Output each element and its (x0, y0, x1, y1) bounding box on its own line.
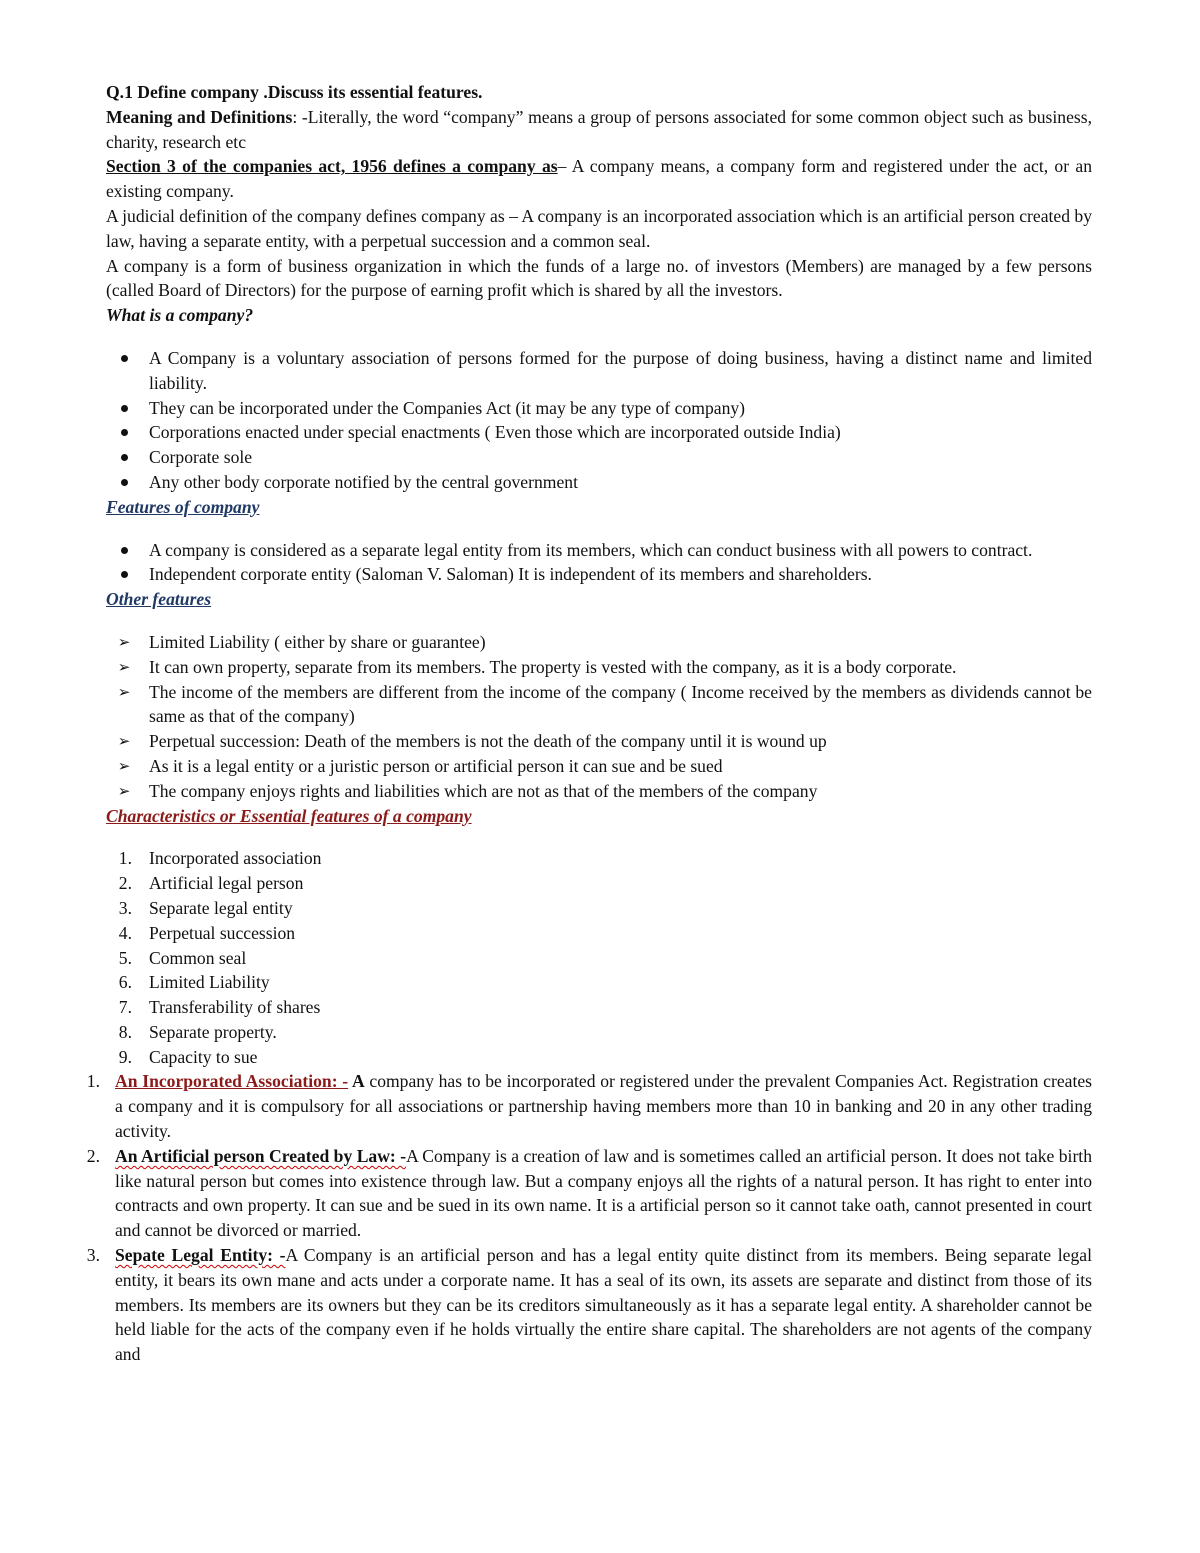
detail-title: Sepate Legal Entity: - (115, 1245, 286, 1266)
bullet-icon (121, 405, 128, 412)
list-item: 9. Capacity to sue (118, 1046, 258, 1067)
list-item: ➢ The income of the members are different from the income of the company ( Income received by the members as dividends cannot be same as that of the company) (106, 680, 1092, 730)
bullet-icon (121, 355, 128, 362)
list-item: 8. Separate property. (118, 1021, 277, 1042)
what-is-list (106, 346, 1092, 495)
bullet-icon (121, 571, 128, 578)
list-item: 7. Transferability of shares (118, 997, 321, 1018)
section3-label: Section 3 of the companies act, 1956 defines a company as (106, 156, 558, 177)
characteristics-detail-list (86, 1069, 1092, 1367)
list-item: ➢ Limited Liability ( either by share or guarantee) (106, 630, 1092, 655)
arrow-bullet-icon: ➢ (117, 657, 131, 676)
bullet-icon (121, 429, 128, 436)
judicial-definition: A judicial definition of the company defines company as – A company is an incorporated association which is an artificial person created by law, having a separate entity, with a perpetual succession and a common seal. (106, 205, 1092, 251)
list-item: Independent corporate entity (Saloman V. Saloman) It is independent of its members and shareholders. (106, 562, 1092, 587)
list-item: ➢ Perpetual succession: Death of the members is not the death of the company until it is wound up (106, 729, 1092, 754)
spacer (106, 612, 1092, 630)
arrow-bullet-icon: ➢ (117, 632, 131, 651)
detail-title: An Artificial person Created by Law: - (115, 1145, 407, 1166)
list-item: Corporations enacted under special enactments ( Even those which are incorporated outside India) (106, 420, 1092, 445)
arrow-bullet-icon: ➢ (117, 756, 131, 775)
list-item: ➢ As it is a legal entity or a juristic person or artificial person it can sue and be sued (106, 754, 1092, 779)
list-item: Any other body corporate notified by the central government (106, 470, 1092, 495)
list-item: ➢ The company enjoys rights and liabilities which are not as that of the members of the company (106, 779, 1092, 804)
meaning-label: Meaning and Definitions (106, 106, 293, 127)
arrow-bullet-icon: ➢ (117, 732, 131, 751)
list-item: A company is considered as a separate legal entity from its members, which can conduct business with all powers to contract. (106, 538, 1092, 563)
spacer (106, 520, 1092, 538)
document-body (86, 80, 1092, 1367)
list-item: 4. Perpetual succession (118, 922, 296, 943)
list-item: Corporate sole (106, 445, 1092, 470)
spacer (106, 828, 1092, 846)
list-item: 2. Artificial legal person (118, 873, 304, 894)
detail-item: 1. An Incorporated Association: - A company has to be incorporated or registered under the prevalent Companies Act. Registration creates a company and it is compulsory for all associations or partnership having members more than 10 in banking and 20 in any other trading activity. (86, 1071, 1092, 1142)
features-list (106, 538, 1092, 588)
features-heading: Features of company (106, 496, 260, 517)
business-form-definition: A company is a form of business organization in which the funds of a large no. of investors (Members) are managed by a few persons (called Board of Directors) for the purpose of earning profit which is shared by all the investors. (106, 255, 1092, 301)
meaning-text: : -Literally, the word “company” means a group of persons associated for some common object such as business, charity, research etc (106, 106, 1092, 152)
bullet-icon (121, 454, 128, 461)
question-title: Q.1 Define company .Discuss its essential features. (106, 82, 483, 102)
spacer (106, 328, 1092, 346)
detail-item: 3. Sepate Legal Entity: -A Company is an artificial person and has a legal entity quite distinct from its members. Being separate legal entity, it bears its own mane and acts under a corporate name. It has a seal of its own, its assets are separate and distinct from those of its members. Its members are its owners but they can be its creditors simultaneously as it has a separate legal entity. A shareholder cannot be held liable for the acts of the company even if he holds virtually the entire share capital. The shareholders are not agents of the company and (86, 1245, 1092, 1365)
arrow-bullet-icon: ➢ (117, 781, 131, 800)
detail-title: An Incorporated Association: - (115, 1071, 349, 1092)
list-item: 6. Limited Liability (118, 972, 270, 993)
section3-paragraph (106, 154, 1092, 204)
characteristics-heading: Characteristics or Essential features of a company (106, 805, 472, 826)
list-item: 1. Incorporated association (118, 848, 322, 869)
list-item: 3. Separate legal entity (118, 897, 293, 918)
bullet-icon (121, 479, 128, 486)
section3-text: – A company means, a company form and registered under the act, or an existing company. (106, 156, 1092, 202)
list-item: A Company is a voluntary association of persons formed for the purpose of doing business, having a distinct name and limited liability. (106, 346, 1092, 396)
what-is-heading: What is a company? (106, 305, 254, 326)
other-features-heading: Other features (106, 589, 212, 610)
list-item: 5. Common seal (118, 947, 247, 968)
bullet-icon (121, 547, 128, 554)
meaning-paragraph (106, 105, 1092, 155)
arrow-bullet-icon: ➢ (117, 682, 131, 701)
other-features-list (106, 630, 1092, 804)
list-item: They can be incorporated under the Companies Act (it may be any type of company) (106, 396, 1092, 421)
detail-item: 2. An Artificial person Created by Law: -A Company is a creation of law and is sometimes called an artificial person. It does not take birth like natural person but comes into existence through law. But a company enjoys all the rights of a natural person. It has right to enter into contracts and own property. It can sue and be sued in its own name. It is a artificial person so it cannot take oath, cannot presented in court and cannot be divorced or married. (86, 1145, 1092, 1241)
list-item: ➢ It can own property, separate from its members. The property is vested with the company, as it is a body corporate. (106, 655, 1092, 680)
characteristics-list (106, 846, 1092, 1069)
